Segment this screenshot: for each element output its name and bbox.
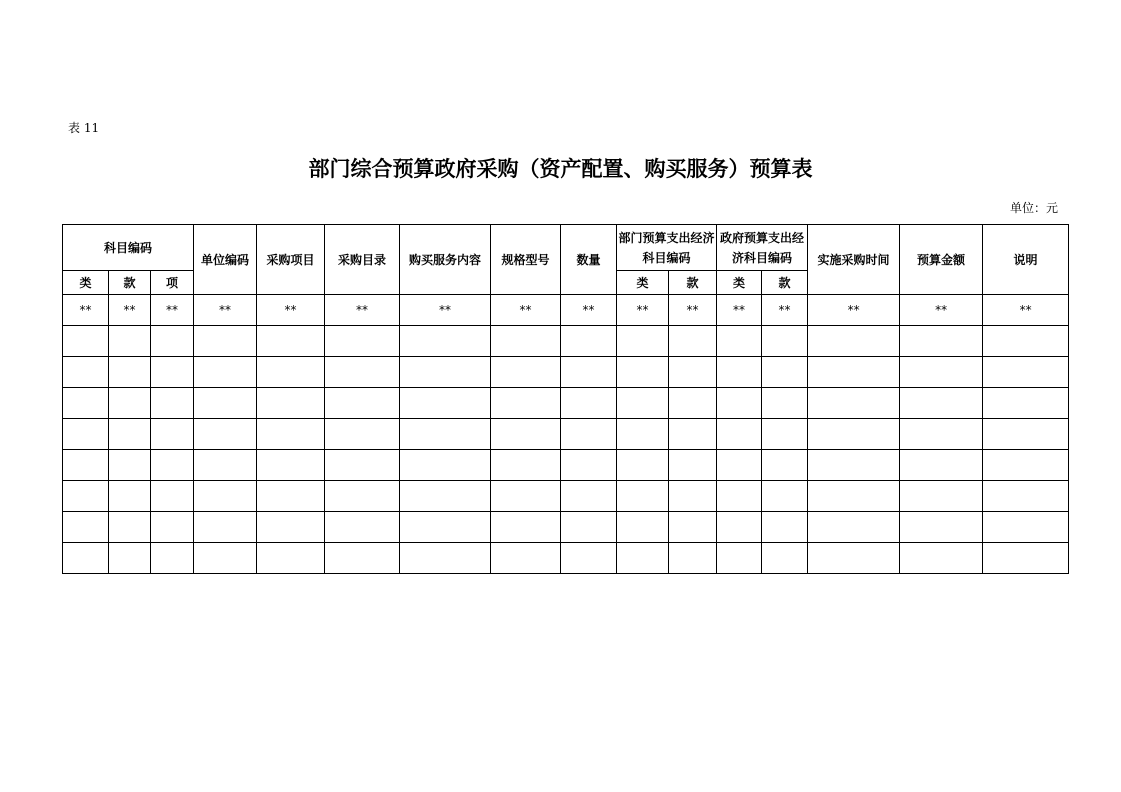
document-title: 部门综合预算政府采购（资产配置、购买服务）预算表 — [308, 156, 813, 181]
table-cell — [400, 543, 491, 574]
table-cell — [669, 450, 717, 481]
table-cell: ** — [717, 295, 762, 326]
header-budget-amount: 预算金额 — [900, 225, 983, 295]
table-cell — [669, 326, 717, 357]
table-cell — [808, 450, 900, 481]
table-cell — [151, 388, 194, 419]
table-cell — [669, 388, 717, 419]
table-cell — [717, 543, 762, 574]
table-cell — [561, 481, 617, 512]
table-cell — [762, 388, 808, 419]
table-cell — [109, 481, 151, 512]
table-cell — [151, 326, 194, 357]
header-subject-lei: 类 — [63, 271, 109, 295]
table-cell — [669, 357, 717, 388]
table-cell — [669, 419, 717, 450]
header-gov-econ-code: 政府预算支出经济科目编码 — [717, 225, 808, 271]
table-cell — [257, 543, 325, 574]
table-cell — [194, 357, 257, 388]
header-spec-model: 规格型号 — [491, 225, 561, 295]
table-cell — [983, 450, 1069, 481]
table-cell — [151, 543, 194, 574]
budget-table — [62, 224, 1069, 574]
table-cell — [762, 512, 808, 543]
table-cell — [325, 450, 400, 481]
table-cell — [257, 357, 325, 388]
table-cell — [325, 419, 400, 450]
table-cell — [617, 450, 669, 481]
table-cell — [194, 512, 257, 543]
table-cell — [669, 512, 717, 543]
table-cell: ** — [561, 295, 617, 326]
table-cell — [808, 543, 900, 574]
table-cell — [63, 543, 109, 574]
table-cell — [194, 450, 257, 481]
table-cell: ** — [257, 295, 325, 326]
unit-label: 单位：元 — [1009, 201, 1058, 215]
table-cell: ** — [400, 295, 491, 326]
table-cell — [561, 357, 617, 388]
table-cell — [900, 388, 983, 419]
table-cell — [257, 419, 325, 450]
table-cell — [983, 512, 1069, 543]
table-cell — [617, 326, 669, 357]
table-cell — [561, 512, 617, 543]
header-unit-code: 单位编码 — [194, 225, 257, 295]
table-cell — [808, 419, 900, 450]
table-cell: ** — [63, 295, 109, 326]
table-cell — [561, 543, 617, 574]
table-cell — [717, 357, 762, 388]
table-row — [63, 388, 1069, 419]
table-cell — [400, 357, 491, 388]
table-cell — [151, 357, 194, 388]
table-cell — [983, 543, 1069, 574]
table-cell — [808, 326, 900, 357]
table-cell — [325, 543, 400, 574]
table-cell — [400, 419, 491, 450]
table-cell — [325, 388, 400, 419]
table-cell: ** — [617, 295, 669, 326]
table-cell — [669, 481, 717, 512]
table-cell — [194, 543, 257, 574]
table-cell — [151, 419, 194, 450]
table-cell — [561, 419, 617, 450]
table-cell — [900, 419, 983, 450]
table-cell — [325, 481, 400, 512]
table-cell: ** — [900, 295, 983, 326]
table-cell — [762, 481, 808, 512]
table-cell — [717, 512, 762, 543]
table-cell — [151, 481, 194, 512]
table-cell — [109, 512, 151, 543]
table-cell — [63, 419, 109, 450]
table-cell — [63, 388, 109, 419]
table-cell: ** — [808, 295, 900, 326]
table-cell: ** — [151, 295, 194, 326]
header-gov-kuan: 款 — [762, 271, 808, 295]
table-cell — [717, 419, 762, 450]
header-subject-xiang: 项 — [151, 271, 194, 295]
header-remark: 说明 — [983, 225, 1069, 295]
table-cell — [491, 512, 561, 543]
table-row — [63, 481, 1069, 512]
table-cell — [762, 357, 808, 388]
table-cell — [63, 450, 109, 481]
header-subject-kuan: 款 — [109, 271, 151, 295]
table-cell — [325, 357, 400, 388]
table-cell — [762, 543, 808, 574]
header-dept-econ-code: 部门预算支出经济科目编码 — [617, 225, 717, 271]
table-cell — [617, 543, 669, 574]
table-cell — [491, 419, 561, 450]
table-cell — [400, 512, 491, 543]
header-dept-lei: 类 — [617, 271, 669, 295]
table-cell — [983, 419, 1069, 450]
table-cell — [808, 512, 900, 543]
table-cell — [151, 450, 194, 481]
table-cell — [194, 481, 257, 512]
table-cell — [900, 512, 983, 543]
table-cell — [983, 481, 1069, 512]
header-purchase-item: 采购项目 — [257, 225, 325, 295]
table-cell — [109, 543, 151, 574]
table-cell — [151, 512, 194, 543]
table-cell: ** — [983, 295, 1069, 326]
table-cell — [900, 357, 983, 388]
table-row — [63, 512, 1069, 543]
table-row — [63, 419, 1069, 450]
table-cell — [808, 481, 900, 512]
table-cell — [983, 388, 1069, 419]
table-cell — [109, 357, 151, 388]
table-row — [63, 326, 1069, 357]
table-cell — [109, 388, 151, 419]
table-cell — [491, 543, 561, 574]
table-row — [63, 357, 1069, 388]
table-cell — [561, 388, 617, 419]
table-cell — [400, 481, 491, 512]
table-cell — [900, 481, 983, 512]
table-cell — [617, 388, 669, 419]
table-cell — [400, 388, 491, 419]
header-subject-code: 科目编码 — [63, 225, 194, 271]
table-cell — [900, 543, 983, 574]
table-cell — [400, 450, 491, 481]
table-cell — [63, 512, 109, 543]
table-cell — [109, 450, 151, 481]
table-cell — [325, 326, 400, 357]
table-cell — [762, 326, 808, 357]
table-cell — [561, 450, 617, 481]
table-cell — [194, 326, 257, 357]
table-cell — [762, 419, 808, 450]
table-cell — [617, 357, 669, 388]
table-cell — [325, 512, 400, 543]
table-cell — [491, 481, 561, 512]
table-cell — [900, 450, 983, 481]
table-cell — [617, 512, 669, 543]
table-cell — [194, 388, 257, 419]
table-cell — [669, 543, 717, 574]
header-purchase-time: 实施采购时间 — [808, 225, 900, 295]
table-cell — [617, 419, 669, 450]
table-cell — [717, 450, 762, 481]
table-cell — [109, 326, 151, 357]
table-cell: ** — [194, 295, 257, 326]
header-quantity: 数量 — [561, 225, 617, 295]
table-cell — [717, 388, 762, 419]
header-dept-kuan: 款 — [669, 271, 717, 295]
table-cell — [63, 481, 109, 512]
table-cell — [561, 326, 617, 357]
header-row-1 — [63, 225, 1069, 271]
table-row — [63, 543, 1069, 574]
table-number: 表 11 — [68, 121, 100, 135]
table-cell — [491, 450, 561, 481]
table-cell: ** — [109, 295, 151, 326]
table-cell — [257, 326, 325, 357]
table-cell — [762, 450, 808, 481]
table-cell — [717, 326, 762, 357]
table-cell — [63, 326, 109, 357]
table-cell: ** — [325, 295, 400, 326]
table-cell — [400, 326, 491, 357]
table-cell: ** — [491, 295, 561, 326]
table-cell — [63, 357, 109, 388]
table-cell — [808, 357, 900, 388]
header-service-content: 购买服务内容 — [400, 225, 491, 295]
table-cell — [491, 326, 561, 357]
header-gov-lei: 类 — [717, 271, 762, 295]
table-cell — [109, 419, 151, 450]
table-cell — [983, 326, 1069, 357]
table-cell — [983, 357, 1069, 388]
table-cell — [491, 357, 561, 388]
table-cell — [194, 419, 257, 450]
table-cell — [717, 481, 762, 512]
table-row — [63, 450, 1069, 481]
table-cell — [257, 388, 325, 419]
table-cell — [617, 481, 669, 512]
table-cell: ** — [669, 295, 717, 326]
table-cell — [257, 481, 325, 512]
table-cell: ** — [762, 295, 808, 326]
header-purchase-catalog: 采购目录 — [325, 225, 400, 295]
table-cell — [257, 450, 325, 481]
table-cell — [491, 388, 561, 419]
table-cell — [808, 388, 900, 419]
table-cell — [900, 326, 983, 357]
placeholder-row — [63, 295, 1069, 326]
table-cell — [257, 512, 325, 543]
